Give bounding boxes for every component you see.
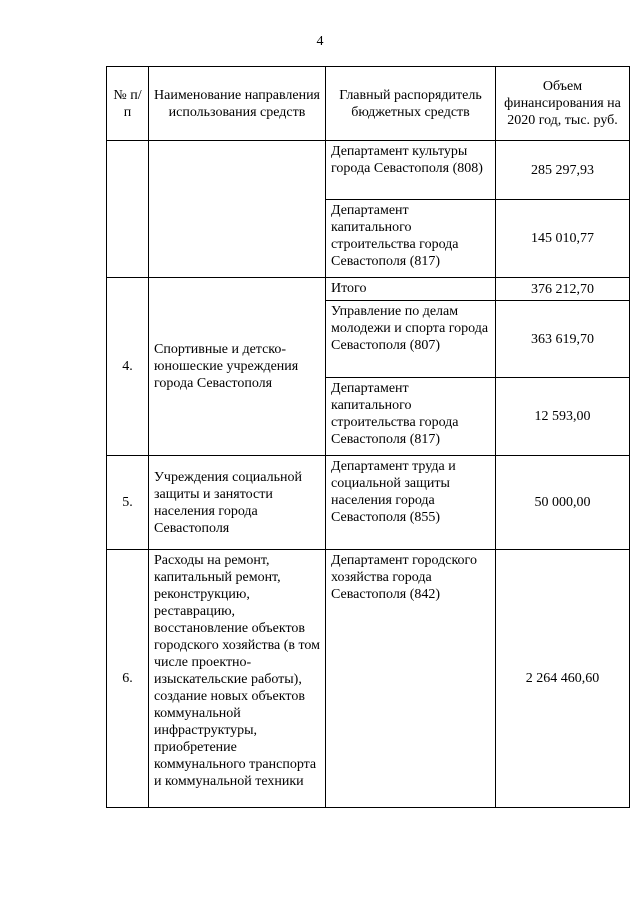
row-name-cell: Учреждения социальной защиты и занятости населения города Севастополя xyxy=(149,456,326,550)
header-budget-manager: Главный распорядитель бюджетных средств xyxy=(326,67,496,141)
row-name-cell: Расходы на ремонт, капитальный ремонт, реконструкцию, реставрацию, восстановление объектов городского хозяйства (в том числе проектно-изыскательские работы), создание новых объектов коммунальной инфраструктуры, приобретение коммунального транспорта и коммунальной техники xyxy=(149,550,326,808)
header-funding-volume: Объем финансирования на 2020 год, тыс. руб. xyxy=(496,67,630,141)
amount-cell: 376 212,70 xyxy=(496,278,630,301)
budget-manager-cell: Департамент капитального строительства города Севастополя (817) xyxy=(326,200,496,278)
row-number-cell: 5. xyxy=(107,456,149,550)
header-number: № п/п xyxy=(107,67,149,141)
table-row xyxy=(107,278,630,301)
budget-manager-cell: Департамент культуры города Севастополя (808) xyxy=(326,141,496,200)
budget-manager-cell: Департамент капитального строительства города Севастополя (817) xyxy=(326,378,496,456)
amount-cell: 363 619,70 xyxy=(496,301,630,378)
page-number: 4 xyxy=(316,34,324,49)
row-name-cell xyxy=(149,141,326,278)
table-row xyxy=(107,550,630,808)
amount-cell: 12 593,00 xyxy=(496,378,630,456)
row-name-cell: Спортивные и детско-юношеские учреждения города Севастополя xyxy=(149,278,326,456)
table-row xyxy=(107,456,630,550)
amount-cell: 285 297,93 xyxy=(496,141,630,200)
row-number-cell xyxy=(107,141,149,278)
amount-cell: 50 000,00 xyxy=(496,456,630,550)
header-direction-name: Наименование направления использования средств xyxy=(149,67,326,141)
row-number-cell: 4. xyxy=(107,278,149,456)
budget-manager-cell: Департамент труда и социальной защиты населения города Севастополя (855) xyxy=(326,456,496,550)
budget-manager-cell: Департамент городского хозяйства города Севастополя (842) xyxy=(326,550,496,808)
funding-table xyxy=(106,66,630,808)
amount-cell: 145 010,77 xyxy=(496,200,630,278)
amount-cell: 2 264 460,60 xyxy=(496,550,630,808)
row-number-cell: 6. xyxy=(107,550,149,808)
table-row xyxy=(107,141,630,200)
budget-manager-cell: Итого xyxy=(326,278,496,301)
budget-manager-cell: Управление по делам молодежи и спорта города Севастополя (807) xyxy=(326,301,496,378)
table-header-row xyxy=(107,67,630,141)
